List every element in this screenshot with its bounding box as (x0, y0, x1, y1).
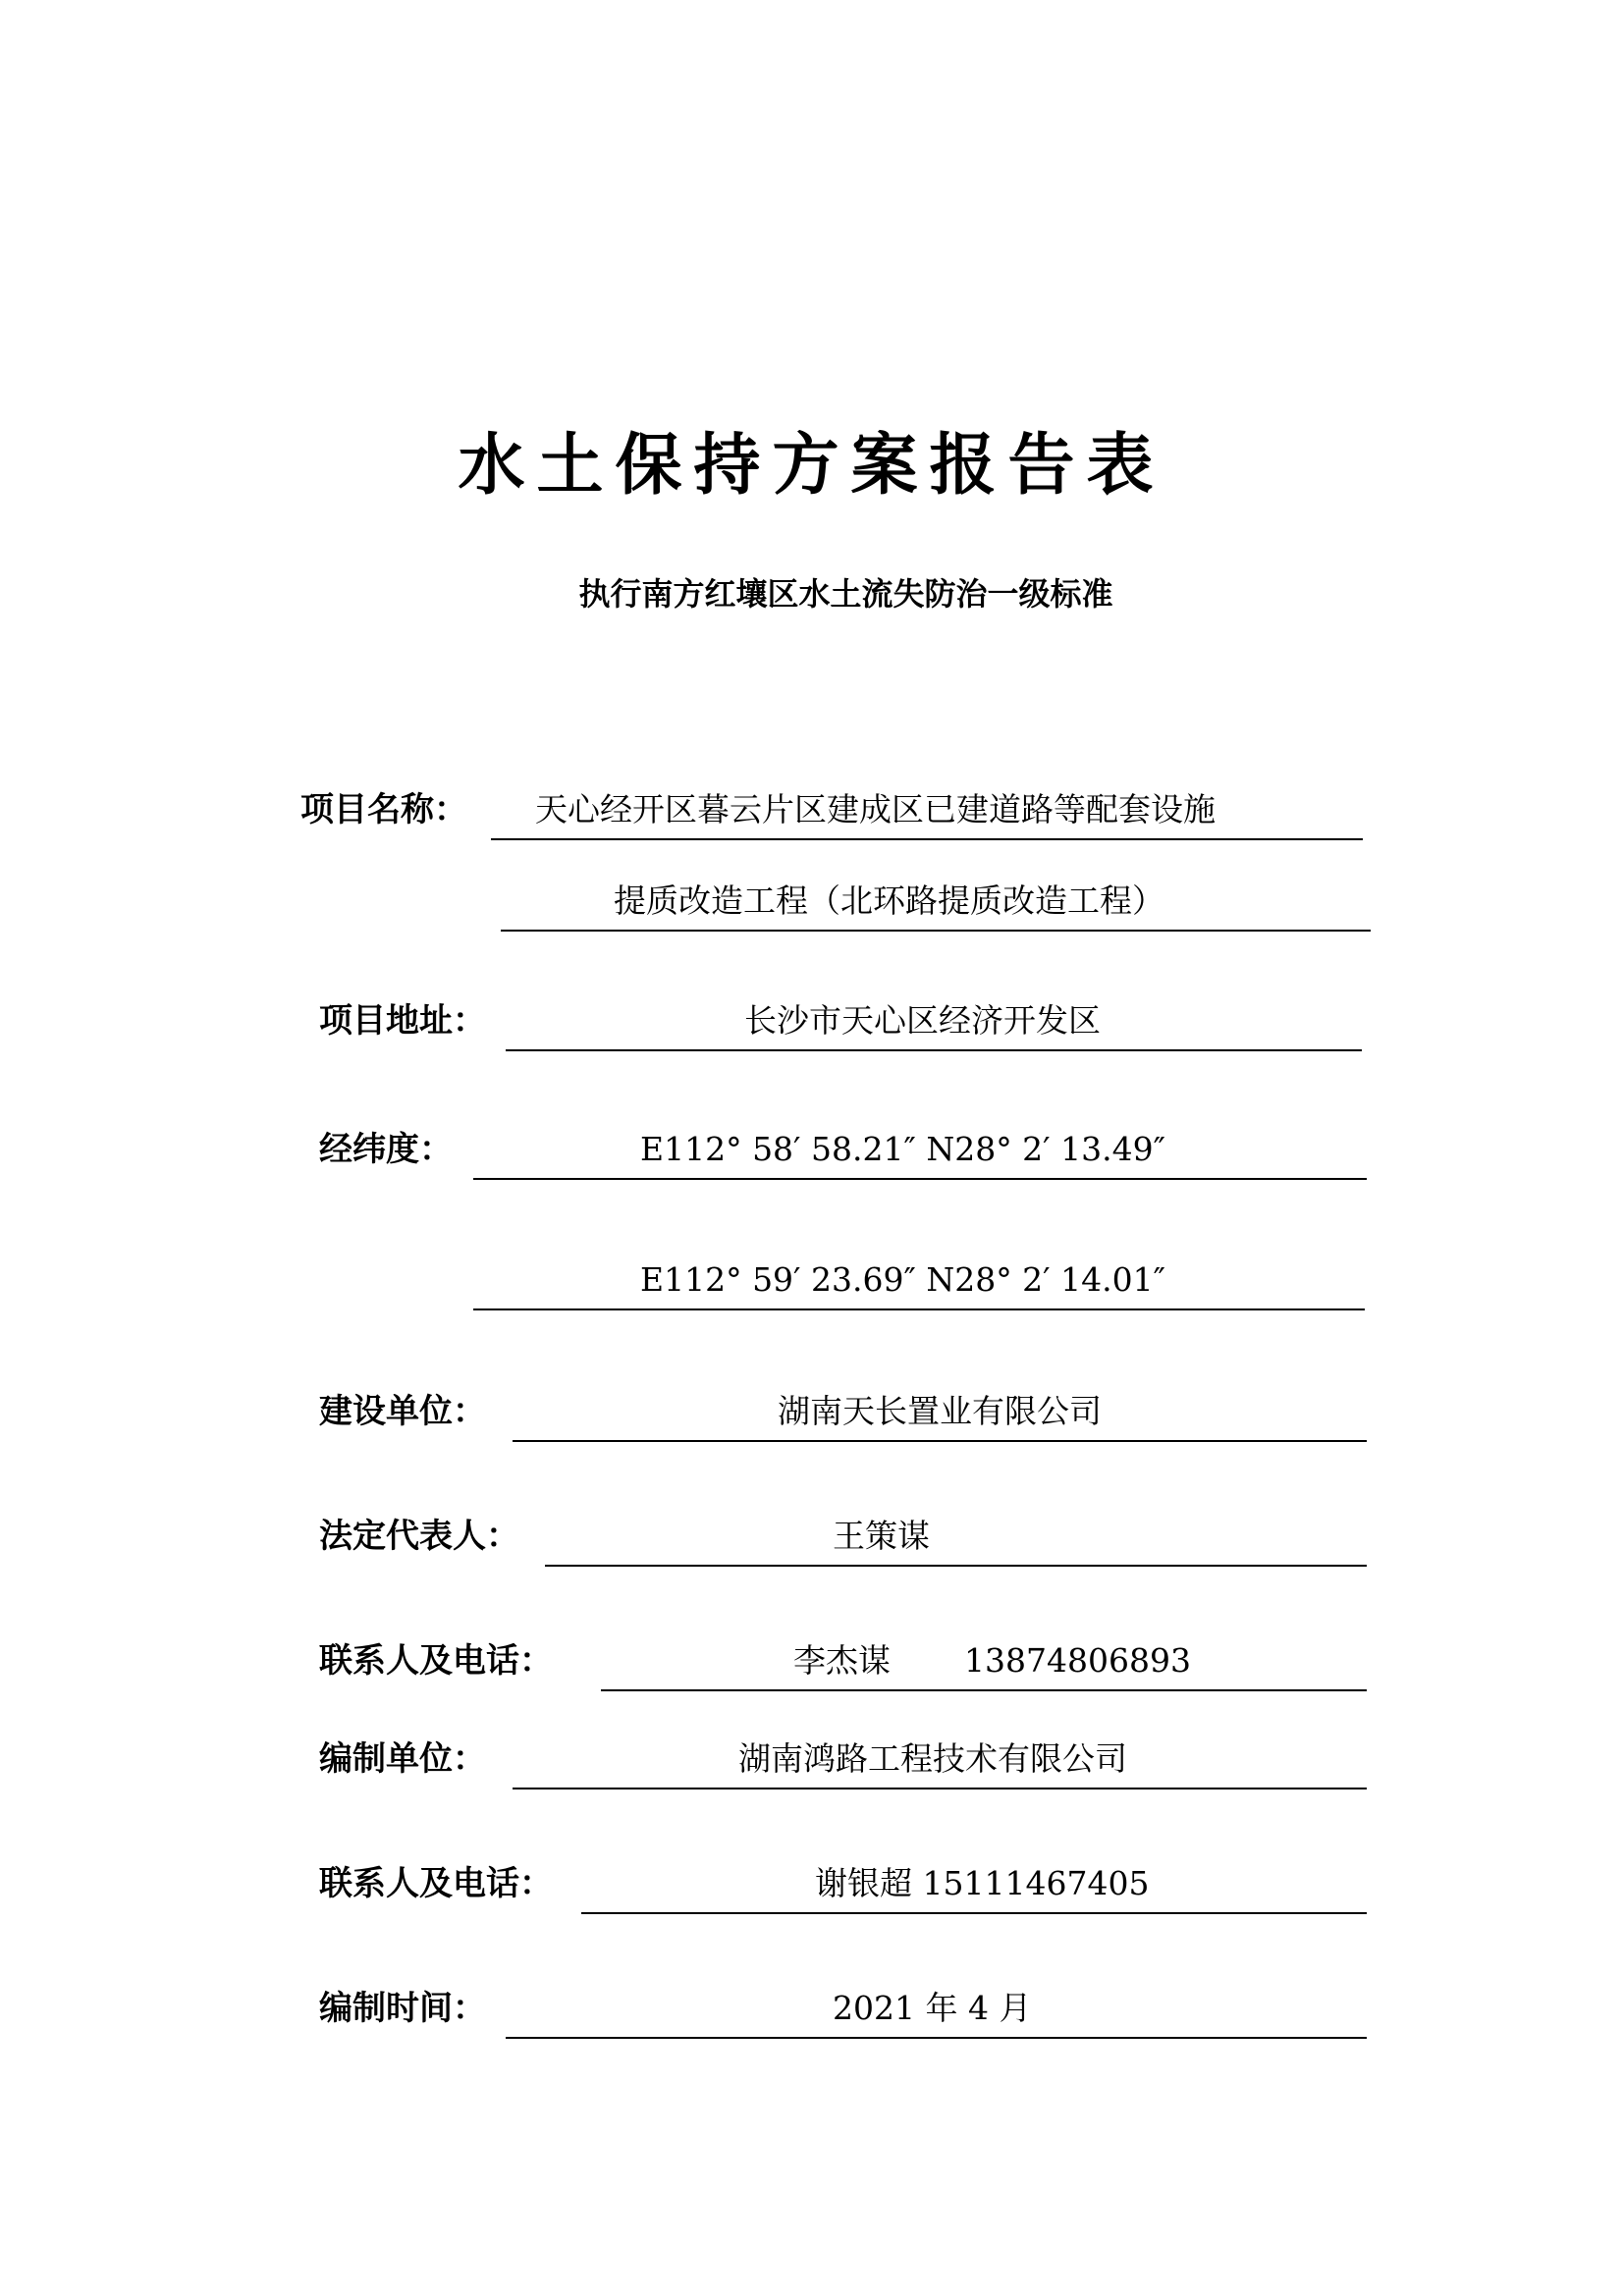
project-address-value: 长沙市天心区经济开发区 (744, 1001, 1101, 1040)
compiler-contact-value: 谢银超 15111467405 (815, 1864, 1150, 1902)
compiling-unit-label: 编制单位： (319, 1739, 486, 1779)
contact-person-phone: 13874806893 (964, 1641, 1191, 1680)
legal-representative-value: 王策谋 (833, 1517, 930, 1555)
coordinates-label: 经纬度： (319, 1130, 453, 1169)
contact-person-label: 联系人及电话： (319, 1641, 553, 1681)
compiling-unit-value: 湖南鸿路工程技术有限公司 (738, 1739, 1127, 1778)
project-address-label: 项目地址： (319, 1001, 486, 1041)
compile-time-value: 2021 年 4 月 (833, 1989, 1032, 2027)
document-subtitle: 执行南方红壤区水土流失防治一级标准 (578, 575, 1113, 613)
project-name-label: 项目名称： (300, 790, 467, 829)
compile-time-label: 编制时间： (319, 1989, 486, 2028)
document-title: 水土保持方案报告表 (458, 427, 1165, 505)
coordinates-value-2: E112° 59′ 23.69″ N28° 2′ 14.01″ (640, 1260, 1165, 1299)
construction-unit-label: 建设单位： (319, 1392, 486, 1431)
compiler-contact-label: 联系人及电话： (319, 1864, 553, 1903)
project-name-value-line1: 天心经开区暮云片区建成区已建道路等配套设施 (535, 790, 1216, 828)
construction-unit-value: 湖南天长置业有限公司 (778, 1392, 1102, 1430)
legal-representative-underline (545, 1518, 1367, 1567)
project-name-value-line2: 提质改造工程（北环路提质改造工程） (614, 881, 1164, 920)
coordinates-value-1: E112° 58′ 58.21″ N28° 2′ 13.49″ (640, 1130, 1165, 1168)
legal-representative-label: 法定代表人： (319, 1517, 519, 1556)
contact-person-name: 李杰谋 (793, 1641, 891, 1680)
